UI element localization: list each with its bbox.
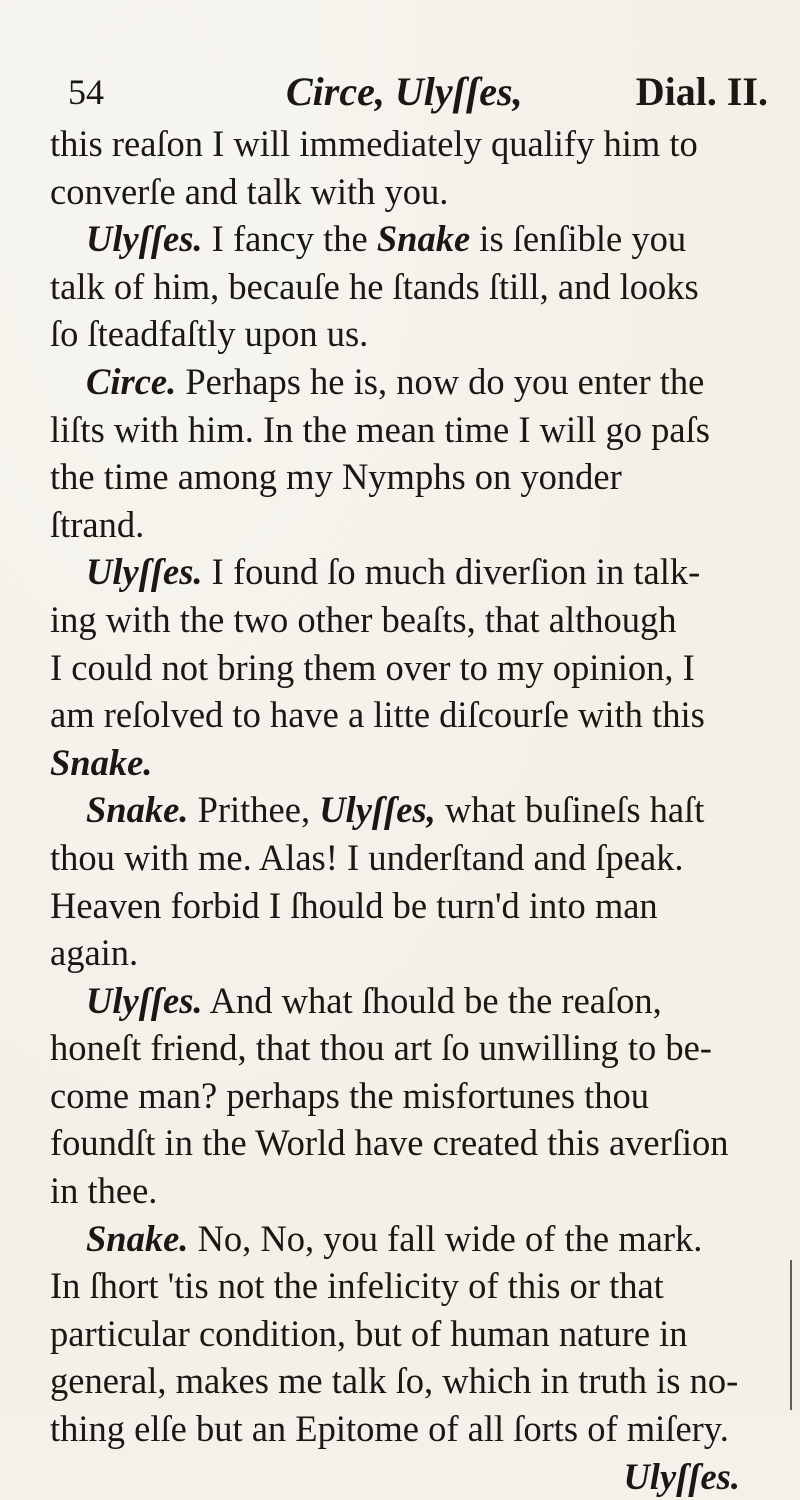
text-line [50,1024,780,1072]
text-segment: thing elſe but an Epitome of all ſorts of miſery. [50,1408,729,1450]
text-segment: what buſineſs haſt [435,789,705,831]
text-segment: In ſhort 'tis not the infelicity of this or that [50,1265,664,1307]
page-edge-mark [790,1260,792,1410]
text-segment: again. [50,932,139,974]
text-line [50,1405,780,1453]
text-segment: And what ſhould be the reaſon, [202,979,662,1021]
text-segment: general, makes me talk ſo, which in truth is no- [50,1360,739,1402]
text-segment: talk of him, becauſe he ſtands ſtill, and looks [50,265,699,307]
text-line [50,1167,780,1215]
speaker-name: Snake [376,218,471,260]
text-line [50,1072,780,1120]
text-line [50,215,780,263]
page-text [50,120,780,1500]
text-segment: Heaven forbid I ſhould be turn'd into man [50,884,658,926]
text-segment: particular condition, but of human nature in [50,1312,688,1354]
text-segment: am reſolved to have a litte diſcourſe with this [50,694,705,736]
text-line [50,453,780,501]
text-line [50,168,780,216]
text-line [50,977,780,1025]
text-segment: converſe and talk with you. [50,170,449,212]
text-line [50,786,780,834]
speaker-name: Ulyſſes. [86,551,203,593]
text-segment: thou with me. Alas! I underſtand and ſpeak. [50,836,684,878]
speaker-name: Snake. [86,789,189,831]
text-line [50,644,780,692]
text-line [50,739,780,787]
text-line [50,501,780,549]
text-segment: come man? perhaps the misfortunes thou [50,1074,650,1116]
text-line [50,1215,780,1263]
speaker-name: Snake. [86,1217,189,1259]
text-segment: this reaſon I will immediately qualify him to [50,123,698,164]
speaker-name: Snake. [50,741,153,783]
text-line [50,263,780,311]
text-segment: I could not bring them over to my opinion, I [50,646,695,688]
page-number: 54 [68,72,104,112]
text-line [50,834,780,882]
text-line [50,596,780,644]
speaker-name: Ulyſſes. [86,218,203,260]
text-segment: ing with the two other beaſts, that although [50,598,677,640]
text-line [50,691,780,739]
text-segment: foundſt in the World have created this averſion [50,1122,729,1164]
text-segment: Perhaps he is, now do you enter the [176,360,705,402]
page-header [68,62,768,122]
text-line [50,120,780,168]
text-segment: is ſenſible you [470,218,687,260]
text-segment: honeſt friend, that thou art ſo unwilling to be- [50,1027,712,1069]
speaker-name: Ulyſſes. [86,979,203,1021]
catchword: Ulyſſes. [623,1455,740,1497]
text-line [50,1262,780,1310]
text-line [50,406,780,454]
text-line [50,929,780,977]
speaker-name: Circe. [86,360,177,402]
text-line [50,1310,780,1358]
text-line [50,358,780,406]
text-segment: ſtrand. [50,503,145,545]
text-segment: I found ſo much diverſion in talk- [202,551,701,593]
text-line [50,548,780,596]
text-segment: the time among my Nymphs on yonder [50,456,622,498]
text-line [50,1119,780,1167]
text-line [50,310,780,358]
text-segment: ſo ſteadfaſtly upon us. [50,313,369,355]
text-line [50,1357,780,1405]
text-line [50,882,780,930]
text-segment: in thee. [50,1170,158,1212]
text-segment: I fancy the [202,218,377,260]
speaker-name: Ulyſſes, [319,789,436,831]
dialogue-number: Dial. II. [635,69,768,114]
text-segment: Prithee, [188,789,320,831]
text-segment: No, No, you fall wide of the mark. [188,1217,703,1259]
running-title: Circe, Ulyſſes, [286,69,523,114]
text-segment: liſts with him. In the mean time I will go paſs [50,408,710,450]
